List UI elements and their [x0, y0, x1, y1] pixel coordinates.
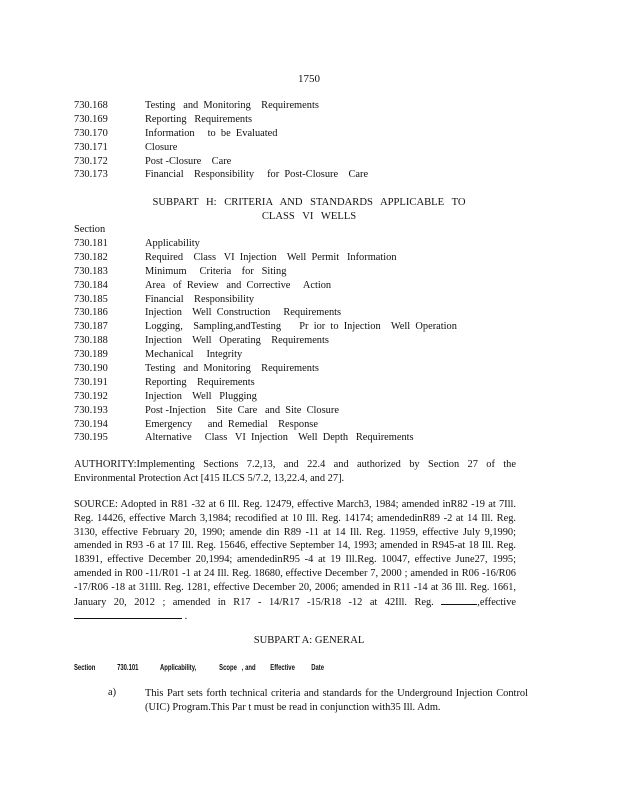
toc-section-number: 730.182 [74, 251, 108, 263]
toc-section-number: 730.171 [74, 141, 108, 153]
toc-section-number: 730.192 [74, 390, 108, 402]
toc-section-number: 730.189 [74, 349, 108, 361]
toc-section-title: Testing and Monitoring Requirements [145, 363, 319, 375]
toc-section-number: 730.173 [74, 169, 108, 181]
paragraph-a-text: This Part sets forth technical criteria and standards for the Underground Injection Control (UIC) Program.This Par t must be read in conjunction with35 Ill. Adm. [145, 688, 528, 713]
toc-section-number: 730.187 [74, 321, 108, 333]
toc-section-number: 730.183 [74, 265, 108, 277]
toc-section-number: 730.169 [74, 113, 108, 125]
toc-section-title: Injection Well Plugging [145, 390, 257, 402]
toc-section-title: Minimum Criteria for Siting [145, 265, 287, 277]
authority-paragraph: AUTHORITY:Implementing Sections 7.2,13, and 22.4 and authorized by Section 27 of the Environmental Protection Act [415 ILCS 5/7.2, 13,22.4, and 27]. [74, 459, 516, 484]
section-header-title: Applicability, Scope , and Effective Date [160, 663, 325, 672]
toc-section-number: 730.172 [74, 155, 108, 167]
toc-section-title: Reporting Requirements [145, 113, 253, 125]
toc-section-number: 730.188 [74, 335, 108, 347]
page-number: 1750 [298, 73, 320, 85]
toc-section-title: Required Class VI Injection Well Permit Information [145, 251, 397, 263]
toc-section-title: Closure [145, 141, 178, 153]
source-effective-label: ,effective [477, 596, 516, 608]
toc-section-number: 730.186 [74, 307, 108, 319]
source-text: SOURCE: Adopted in R81 -32 at 6 Ill. Reg. 12479, effective March3, 1984; amended inR82 -19 at 7Ill. Reg. 14426, effective March 3,1984; recodified at 10 Ill. Reg. 14174; amendedinR89 -2 at 14 Ill. Reg. 3130, effective February 20, 1990; amende din R89 -11 at 14 Ill. Reg. 11959, effective July 9,1990; amended in R93 -6 at 17 Ill. Reg. 15646, effective September 14, 1993; amended in R945-at 18 Ill. Reg. 18391, effective December 20,1994; amendedinR95 -4 at 19 Ill.Reg. 10047, effective June27, 1995; amended in R00 -11/R01 -1 at 24 Ill. Reg. 18680, effective December 7, 2000 ; amended in R06 -16/R06 -17/R06 -18 at 31Ill. Reg. 1281, effective December 20, 2006; amended in R11 -14 at 36 Ill. Reg. 1661, January 20, 2012 ; amended in R17 - 14/R17 -15/R18 -12 at 42Ill. Reg. [74, 499, 516, 608]
paragraph-a-label: a) [108, 687, 117, 698]
toc-section-title: Applicability [145, 238, 200, 249]
toc-section-title: Alternative Class VI Injection Well Depth Requirements [145, 432, 414, 444]
toc-section-title: Logging, Sampling,andTesting Pr ior to Injection Well Operation [145, 321, 457, 333]
source-paragraph: SOURCE: Adopted in R81 -32 at 6 Ill. Reg. 12479, effective March3, 1984; amended inR82 -19 at 7Ill. Reg. 14426, effective March 3,1984; recodified at 10 Ill. Reg. 14174; amendedinR89 -2 at 14 Ill. Reg. 3130, effective February 20, 1990; amende din R89 -11 at 14 Ill. Reg. 11959, effective July 9,1990; amended in R93 -6 at 17 Ill. Reg. 15646, effective September 14, 1993; amended in R945-at 18 Ill. Reg. 18391, effective December 20,1994; amendedinR95 -4 at 19 Ill.Reg. 10047, effective June27, 1995; amended in R00 -11/R01 -1 at 24 Ill. Reg. 18680, effective December 7, 2000 ; amended in R06 -16/R06 -17/R06 -18 at 31Ill. Reg. 1281, effective December 20, 2006; amended in R11 -14 at 36 Ill. Reg. 1661, January 20, 2012 ; amended in R17 - 14/R17 -15/R18 -12 at 42Ill. Reg. ,effective . [74, 499, 516, 623]
blank-line [74, 609, 182, 619]
toc-section-number: 730.184 [74, 279, 108, 291]
toc-section-title: Information to be Evaluated [145, 127, 278, 139]
toc-section-number: 730.170 [74, 127, 108, 139]
toc-section-title: Reporting Requirements [145, 376, 255, 388]
toc-section-title: Mechanical Integrity [145, 349, 243, 361]
toc-section-number: 730.195 [74, 432, 108, 444]
toc-section-title: Post -Injection Site Care and Site Closure [145, 404, 339, 416]
toc-section-title: Financial Responsibility for Post-Closure Care [145, 169, 369, 181]
subpart-h-heading-line2: CLASS VI WELLS [261, 211, 357, 222]
toc-section-title: Testing and Monitoring Requirements [145, 100, 319, 111]
toc-section-title: Post -Closure Care [145, 155, 232, 167]
subpart-a-heading: SUBPART A: GENERAL [253, 635, 365, 646]
subpart-h-heading-line1: SUBPART H: CRITERIA AND STANDARDS APPLICABLE TO [152, 197, 466, 208]
toc-section-title: Area of Review and Corrective Action [145, 279, 332, 291]
section-column-label: Section [74, 224, 106, 235]
toc-section-number: 730.185 [74, 293, 108, 305]
toc-section-title: Injection Well Construction Requirements [145, 307, 342, 319]
toc-section-number: 730.190 [74, 363, 108, 375]
section-header-number: 730.101 [117, 663, 139, 672]
toc-section-title: Emergency and Remedial Response [145, 418, 318, 430]
section-header-label: Section [74, 663, 96, 672]
toc-section-number: 730.194 [74, 418, 108, 430]
toc-section-title: Injection Well Operating Requirements [145, 335, 329, 347]
toc-section-number: 730.191 [74, 376, 108, 388]
toc-section-number: 730.168 [74, 100, 108, 111]
blank-line [441, 595, 477, 605]
section-header [74, 663, 344, 672]
toc-section-number: 730.181 [74, 238, 108, 249]
toc-section-number: 730.193 [74, 404, 108, 416]
toc-section-title: Financial Responsibility [145, 293, 255, 305]
